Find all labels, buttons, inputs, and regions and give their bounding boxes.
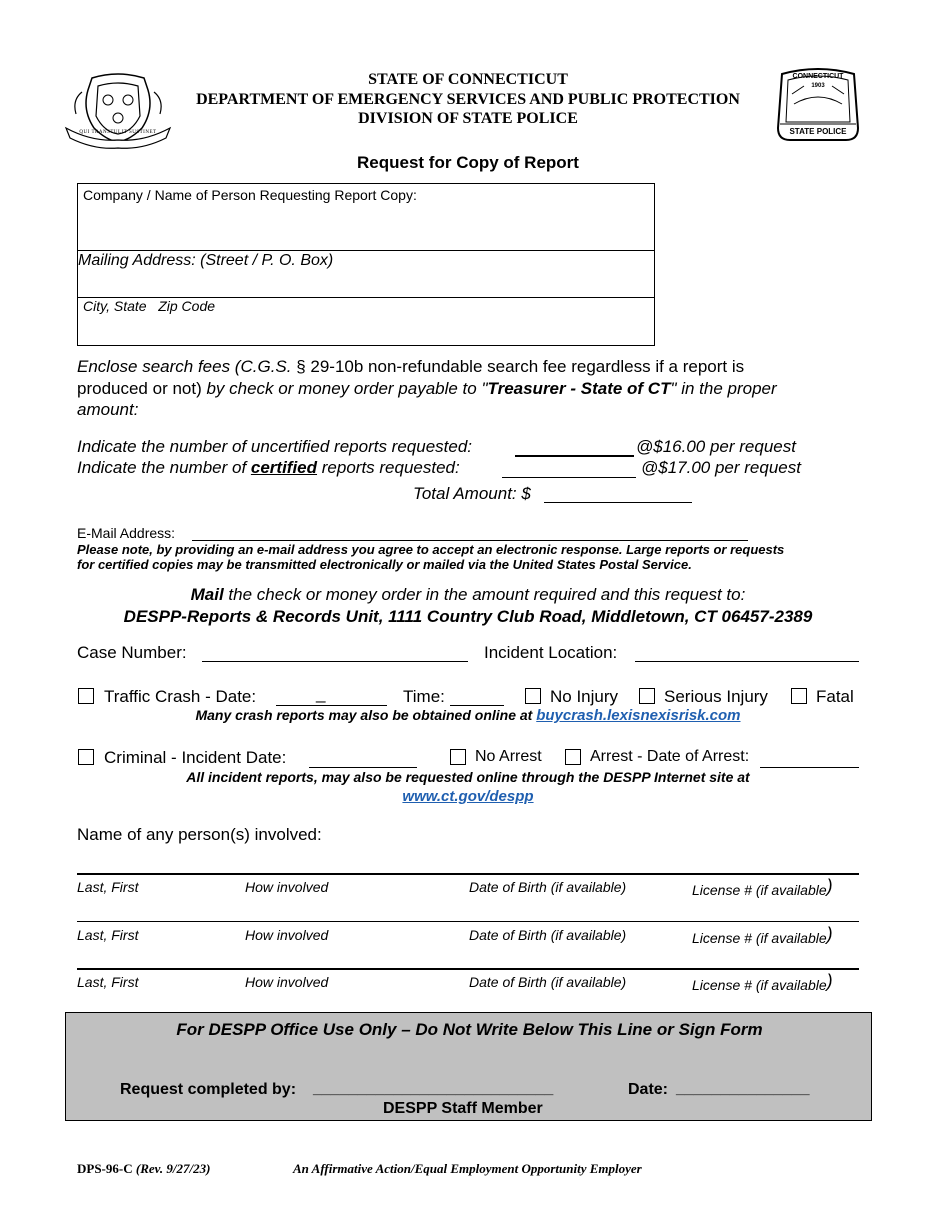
case-number-field[interactable] — [202, 661, 468, 662]
certified-label — [77, 458, 460, 478]
fees-paragraph — [77, 356, 867, 421]
person-2-name: Last, First — [77, 927, 139, 943]
person-2-how: How involved — [245, 927, 329, 943]
person-3-how: How involved — [245, 974, 329, 990]
person-1-dob: Date of Birth (if available) — [469, 879, 627, 895]
page-title: Request for Copy of Report — [357, 153, 579, 172]
header-state: STATE OF CONNECTICUT — [368, 71, 568, 88]
fees-text-4: by check or money order payable to " — [201, 378, 488, 398]
uncertified-price: @$16.00 per request — [636, 437, 796, 456]
no-injury-checkbox[interactable] — [525, 688, 541, 704]
certified-label-c: reports requested: — [317, 458, 460, 477]
person-1-how: How involved — [245, 879, 329, 895]
person-2-license-paren: ) — [826, 924, 833, 944]
mailing-address-field[interactable] — [368, 254, 650, 294]
incident-date-field[interactable] — [309, 767, 417, 768]
email-field[interactable] — [192, 540, 748, 541]
no-arrest-checkbox[interactable] — [450, 749, 466, 765]
mail-word: Mail — [190, 585, 224, 604]
form-number: DPS-96-C — [77, 1161, 133, 1176]
serious-injury-label: Serious Injury — [664, 687, 768, 706]
criminal-note: All incident reports, may also be requested online through the DESPP Internet site at — [186, 769, 750, 785]
header-division: DIVISION OF STATE POLICE — [358, 110, 578, 127]
criminal-checkbox[interactable] — [78, 749, 94, 765]
fees-text-3: produced or not) — [77, 378, 202, 398]
crash-time-label: Time: — [403, 687, 445, 706]
uncertified-label: Indicate the number of uncertified reports requested: — [77, 437, 473, 456]
arrest-date-field[interactable] — [760, 767, 859, 768]
fees-payee: Treasurer - State of CT — [487, 378, 671, 398]
office-use-title: For DESPP Office Use Only – Do Not Write Below This Line or Sign Form — [176, 1020, 763, 1039]
traffic-crash-checkbox[interactable] — [78, 688, 94, 704]
traffic-crash-label: Traffic Crash - Date: — [104, 687, 257, 706]
badge-top-text: CONNECTICUT — [792, 73, 844, 80]
person-3-license — [692, 971, 833, 992]
badge-year: 1903 — [811, 83, 825, 89]
office-date-label: Date: — [628, 1081, 669, 1098]
certified-price: @$17.00 per request — [641, 458, 801, 477]
crash-time-field[interactable] — [450, 705, 504, 706]
arrest-label: Arrest - Date of Arrest: — [590, 748, 750, 765]
person-1-license-text: License # (if available — [692, 882, 827, 898]
certified-label-a: Indicate the number of — [77, 458, 251, 477]
criminal-label: Criminal - Incident Date: — [104, 748, 287, 767]
seal-motto: QUI TRANSTULIT SUSTINET — [79, 130, 157, 135]
person-2-license-text: License # (if available — [692, 930, 827, 946]
person-row-1-line[interactable] — [77, 873, 859, 875]
crash-date-field[interactable] — [276, 705, 387, 706]
form-id — [77, 1161, 210, 1177]
completed-by-label: Request completed by: — [120, 1081, 297, 1098]
crash-note-text: Many crash reports may also be obtained online at — [195, 707, 537, 723]
person-3-dob: Date of Birth (if available) — [469, 974, 627, 990]
staff-member-label: DESPP Staff Member — [383, 1100, 543, 1117]
arrest-checkbox[interactable] — [565, 749, 581, 765]
total-label: Total Amount: $ — [413, 484, 531, 503]
mail-address: DESPP-Reports & Records Unit, 1111 Country Club Road, Middletown, CT 06457-2389 — [123, 607, 813, 626]
incident-location-field[interactable] — [635, 661, 859, 662]
total-amount-field[interactable] — [544, 502, 692, 503]
eeo-statement: An Affirmative Action/Equal Employment Opportunity Employer — [293, 1161, 642, 1176]
crash-note — [0, 707, 936, 724]
serious-injury-checkbox[interactable] — [639, 688, 655, 704]
office-date-field: _______________ — [676, 1080, 810, 1097]
person-row-2-line[interactable] — [77, 921, 859, 922]
office-use-box — [65, 1012, 872, 1121]
certified-label-b: certified — [250, 458, 318, 477]
buycrash-link[interactable]: buycrash.lexisnexisrisk.com — [536, 707, 741, 724]
email-note-2: for certified copies may be transmitted electronically or mailed via the United States Postal Service. — [77, 557, 692, 572]
person-2-dob: Date of Birth (if available) — [469, 927, 627, 943]
mail-instruction — [0, 585, 936, 605]
requester-box — [77, 183, 655, 346]
email-label: E-Mail Address: — [77, 525, 176, 541]
requester-name-field[interactable] — [82, 206, 650, 246]
person-3-license-text: License # (if available — [692, 977, 827, 993]
city-state-zip-field[interactable] — [82, 318, 650, 342]
case-number-label: Case Number: — [77, 643, 187, 662]
persons-label: Name of any person(s) involved: — [77, 825, 322, 844]
email-note-1: Please note, by providing an e-mail address you agree to accept an electronic response. Large reports or requests — [77, 542, 785, 557]
no-injury-label: No Injury — [550, 687, 619, 706]
person-1-name: Last, First — [77, 879, 139, 895]
person-1-license — [692, 876, 833, 897]
completed-by-field: ___________________________ — [313, 1080, 554, 1097]
person-3-name: Last, First — [77, 974, 139, 990]
fees-text-6: " in the proper — [670, 378, 777, 398]
fees-text-7: amount: — [77, 400, 139, 419]
person-2-license — [692, 924, 833, 945]
badge-bottom-text: STATE POLICE — [789, 127, 847, 136]
city-state-zip-label: City, State Zip Code — [83, 298, 216, 314]
fatal-checkbox[interactable] — [791, 688, 807, 704]
person-row-3-line[interactable] — [77, 968, 859, 970]
certified-count-field[interactable] — [502, 477, 636, 478]
crash-date-value: _ — [316, 684, 326, 703]
incident-location-label: Incident Location: — [484, 643, 618, 662]
fatal-label: Fatal — [816, 687, 854, 706]
despp-link[interactable]: www.ct.gov/despp — [402, 788, 534, 805]
uncertified-count-field[interactable] — [515, 455, 634, 457]
person-1-license-paren: ) — [826, 876, 833, 896]
no-arrest-label: No Arrest — [475, 748, 542, 765]
mail-rest: the check or money order in the amount required and this request to: — [223, 585, 746, 604]
requester-name-label: Company / Name of Person Requesting Report Copy: — [83, 187, 417, 203]
fees-text-2: § 29-10b non-refundable search fee regardless if a report is — [291, 357, 745, 376]
form-revision: (Rev. 9/27/23) — [132, 1161, 211, 1176]
person-3-license-paren: ) — [826, 971, 833, 991]
header-department: DEPARTMENT OF EMERGENCY SERVICES AND PUBLIC PROTECTION — [196, 91, 740, 108]
fees-text-1: Enclose search fees (C.G.S. — [77, 357, 292, 376]
mailing-address-label: Mailing Address: (Street / P. O. Box) — [78, 252, 334, 269]
